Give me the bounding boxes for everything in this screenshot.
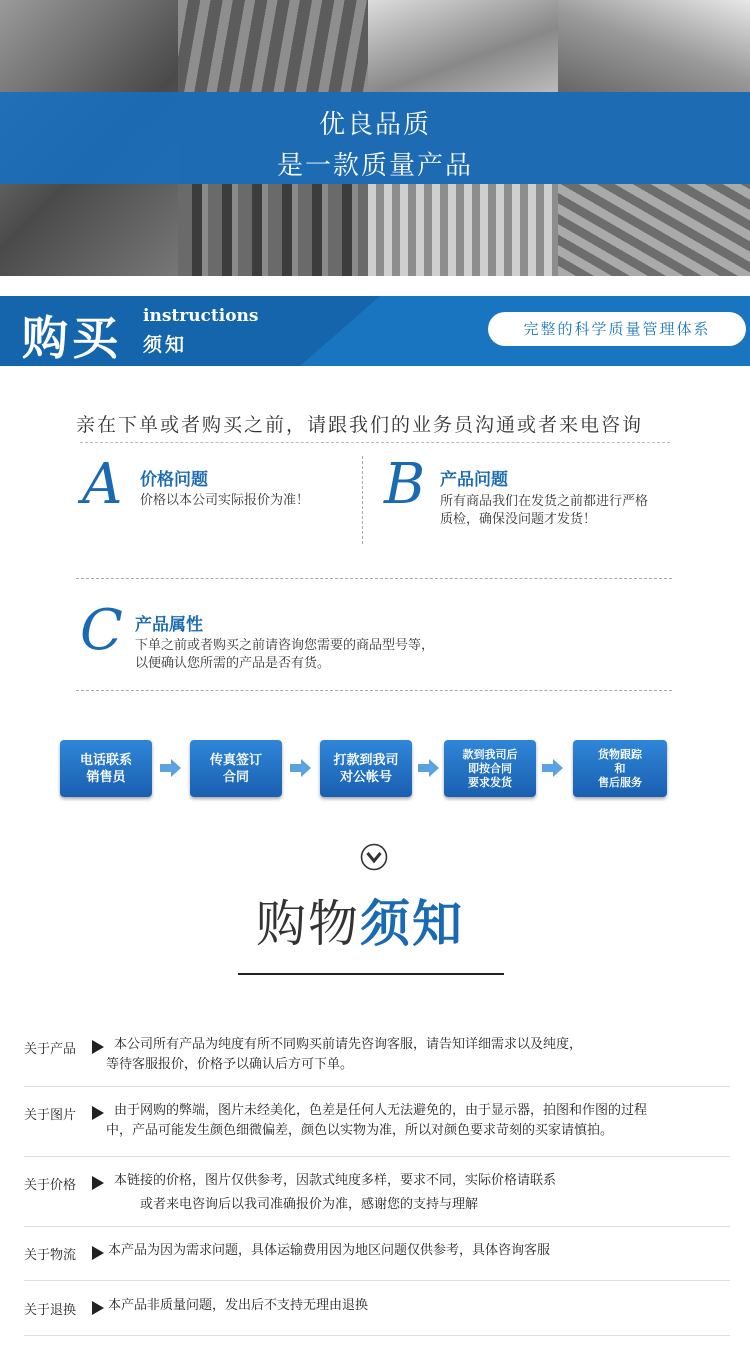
policy-text-line: 本产品非质量问题，发出后不支持无理由退换 — [108, 1298, 369, 1313]
policy-text-returns — [108, 1296, 368, 1316]
process-step-shipping — [444, 740, 536, 797]
policy-text-logistics — [108, 1241, 550, 1261]
question-b-body-line: 质检，确保没问题才发货！ — [440, 512, 597, 527]
section-dashed-divider — [76, 578, 672, 579]
buy-notice-header — [0, 296, 750, 366]
hero-photo-pipes — [178, 184, 368, 276]
question-c-letter: C — [80, 598, 123, 663]
policy-text-line: 本产品为因为需求问题，具体运输费用因为地区问题仅供参考，具体咨询客服 — [108, 1243, 551, 1258]
process-step-contact-sales — [60, 740, 152, 797]
process-step-line: 和 — [614, 761, 626, 775]
chevron-down-circle-icon — [360, 843, 388, 871]
policy-text-products — [106, 1035, 583, 1075]
header-title-large: 购买 — [22, 311, 122, 365]
hero-banner — [0, 0, 750, 276]
process-arrow-icon — [418, 758, 440, 778]
process-step-line: 合同 — [222, 769, 249, 785]
policy-text-line: 中，产品可能发生颜色细微偏差，颜色以实物为准，所以对颜色要求苛刻的买家请慎拍。 — [106, 1123, 614, 1138]
policy-label-price: 关于价格 — [24, 1178, 77, 1193]
process-step-line: 货物跟踪 — [598, 747, 642, 761]
policy-triangle-icon — [92, 1301, 104, 1315]
policy-text-line: 由于网购的弊端，图片未经美化，色差是任何人无法避免的，由于显示器，拍图和作图的过程 — [114, 1103, 648, 1118]
hero-photo-production-line — [558, 184, 750, 276]
question-c-title: 产品属性 — [135, 615, 203, 635]
policy-text-price — [114, 1171, 556, 1215]
intro-divider — [80, 442, 670, 443]
policy-row-divider — [24, 1086, 730, 1087]
question-c-body-line: 下单之前或者购买之前请咨询您需要的商品型号等， — [135, 638, 435, 653]
policy-text-images — [106, 1101, 648, 1141]
process-step-line: 要求发货 — [468, 775, 512, 789]
policy-label-images: 关于图片 — [24, 1108, 77, 1123]
policy-text-line: 本公司所有产品为纯度有所不同购买前请先咨询客服，请告知详细需求以及纯度， — [114, 1037, 583, 1052]
question-c-body — [135, 637, 434, 673]
policy-text-line: 或者来电咨询后以我司准确报价为准，感谢您的支持与理解 — [140, 1197, 479, 1212]
policy-row-divider — [24, 1335, 730, 1336]
process-step-line: 即按合同 — [468, 761, 512, 775]
hero-caption-band — [0, 92, 750, 184]
process-step-after-sales — [573, 740, 667, 797]
process-step-line: 售后服务 — [598, 775, 642, 789]
policy-label-returns: 关于退换 — [24, 1303, 77, 1318]
process-step-sign-contract — [190, 740, 282, 797]
header-title-english: instructions — [143, 306, 259, 326]
process-step-payment — [320, 740, 412, 797]
process-arrow-icon — [542, 758, 564, 778]
question-c-body-line: 以便确认您所需的产品是否有货。 — [135, 656, 331, 671]
process-step-line: 销售员 — [86, 769, 126, 785]
question-a-body — [140, 492, 309, 510]
hero-caption-line2: 是一款质量产品 — [276, 151, 473, 181]
policy-label-logistics: 关于物流 — [24, 1248, 77, 1263]
shopping-notice-title-bold: 须知 — [360, 895, 464, 953]
policy-triangle-icon — [92, 1106, 104, 1120]
question-b-letter: B — [384, 452, 426, 517]
policy-triangle-icon — [92, 1246, 104, 1260]
header-title-small: 须知 — [143, 334, 188, 356]
intro-text: 亲在下单或者购买之前，请跟我们的业务员沟通或者来电咨询 — [76, 414, 644, 436]
shopping-notice-title — [256, 884, 464, 956]
policy-triangle-icon — [92, 1040, 104, 1054]
question-a-body-line: 价格以本公司实际报价为准！ — [140, 493, 310, 508]
header-slogan-pill: 完整的科学质量管理体系 — [488, 312, 746, 346]
policy-label-products: 关于产品 — [24, 1042, 77, 1057]
hero-photo-robot — [558, 0, 750, 92]
question-a-title: 价格问题 — [140, 470, 208, 490]
section-dashed-divider — [76, 690, 672, 691]
policy-triangle-icon — [92, 1176, 104, 1190]
question-b-body-line: 所有商品我们在发货之前都进行严格 — [440, 494, 649, 509]
question-column-divider — [362, 456, 363, 544]
hero-photo-assembly — [178, 0, 368, 92]
policy-text-line: 等待客服报价，价格予以确认后方可下单。 — [106, 1057, 354, 1072]
process-step-line: 对公帐号 — [339, 769, 392, 785]
process-arrow-icon — [160, 758, 182, 778]
question-b-title: 产品问题 — [440, 470, 508, 490]
hero-photo-refinery — [368, 184, 558, 276]
policy-row-divider — [24, 1226, 730, 1227]
process-arrow-icon — [290, 758, 312, 778]
shopping-notice-title-light: 购物 — [256, 895, 360, 953]
process-step-line: 电话联系 — [79, 752, 132, 768]
policy-text-line: 本链接的价格，图片仅供参考，因款式纯度多样，要求不同，实际价格请联系 — [114, 1173, 557, 1188]
question-b-body — [440, 493, 648, 529]
question-a-letter: A — [82, 452, 123, 517]
shopping-notice-underline — [238, 973, 504, 975]
process-step-line: 打款到我司 — [333, 752, 399, 768]
hero-photo-camshaft — [368, 0, 558, 92]
policy-row-divider — [24, 1156, 730, 1157]
hero-caption-line1: 优良品质 — [318, 110, 431, 140]
policy-row-divider — [24, 1280, 730, 1281]
process-step-line: 款到我司后 — [462, 747, 518, 761]
process-step-line: 传真签订 — [209, 752, 262, 768]
